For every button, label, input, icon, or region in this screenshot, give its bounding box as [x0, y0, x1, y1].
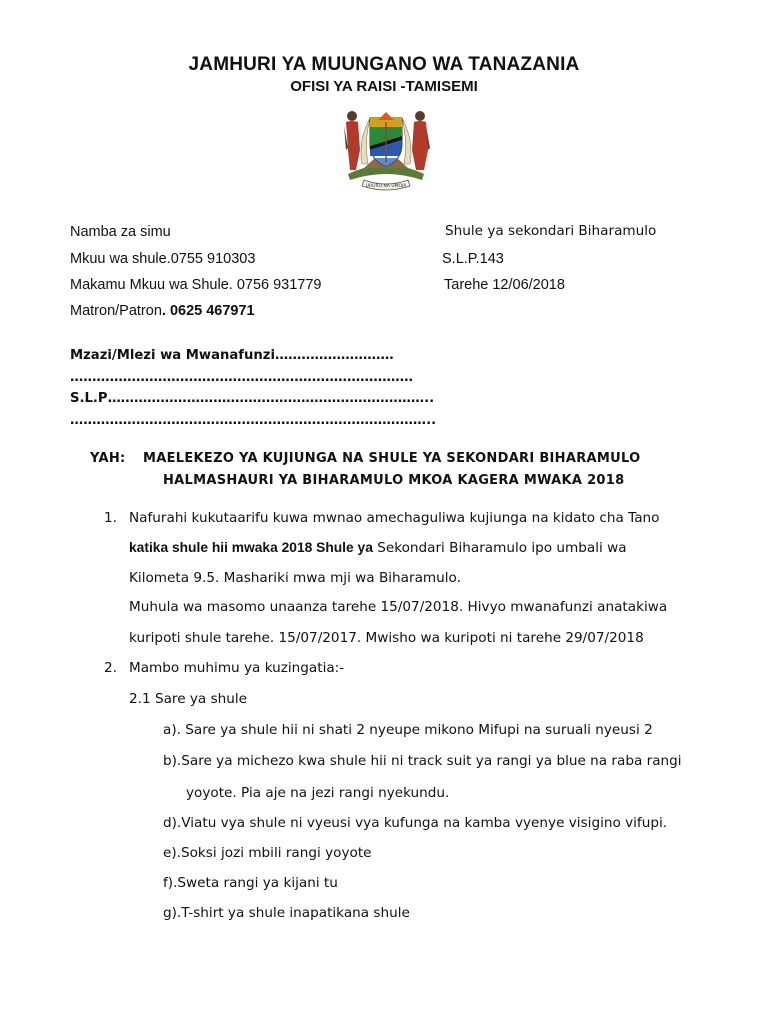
item-1-line-2-rest: Sekondari Biharamulo ipo umbali wa — [372, 540, 627, 556]
matron-label: Matron/Patron — [70, 303, 162, 319]
recipient-line-2: …………………………………………………………………… — [70, 370, 413, 385]
contacts-label: Namba za simu — [70, 224, 171, 240]
item-1-line-1: Nafurahi kukutaarifu kuwa mwnao amechaguliwa kujiunga na kidato cha Tano — [129, 510, 660, 526]
item-1-line-2 — [129, 539, 627, 557]
svg-text:UHURU NA UMOJA: UHURU NA UMOJA — [365, 184, 407, 189]
item-2-text: Mambo muhimu ya kuzingatia:- — [129, 660, 345, 676]
letter-date: Tarehe 12/06/2018 — [444, 277, 565, 293]
item-1-line-3: Kilometa 9.5. Mashariki mwa mji wa Biharamulo. — [129, 570, 461, 586]
document-subtitle: OFISI YA RAISI -TAMISEMI — [290, 78, 478, 95]
uniform-item-a: a). Sare ya shule hii ni shati 2 nyeupe mikono Mifupi na suruali nyeusi 2 — [163, 722, 653, 738]
subject-line-2: HALMASHAURI YA BIHARAMULO MKOA KAGERA MWAKA 2018 — [163, 473, 625, 488]
recipient-line-4: ……………………………………………………………………….. — [70, 413, 437, 428]
item-1-line-2-bold: katika shule hii mwaka 2018 Shule ya — [129, 540, 373, 555]
school-name: Shule ya sekondari Biharamulo — [445, 223, 657, 239]
uniform-item-b-line-2: yoyote. Pia aje na jezi rangi nyekundu. — [186, 785, 450, 801]
uniform-item-g: g).T-shirt ya shule inapatikana shule — [163, 905, 410, 921]
coat-of-arms-icon — [334, 104, 438, 192]
matron-phone — [70, 303, 255, 319]
item-2-number: 2. — [104, 660, 117, 676]
subject-label: YAH: — [90, 451, 126, 466]
school-box: S.L.P.143 — [442, 251, 504, 267]
recipient-line-3: S.L.P……………………………………………………………….. — [70, 391, 435, 406]
recipient-line-1: Mzazi/Mlezi wa Mwanafunzi……………………… — [70, 348, 394, 363]
uniform-item-e: e).Soksi jozi mbili rangi yoyote — [163, 845, 372, 861]
uniform-item-b-line-1: b).Sare ya michezo kwa shule hii ni track suit ya rangi ya blue na raba rangi — [163, 753, 682, 769]
head-teacher-phone: Mkuu wa shule.0755 910303 — [70, 251, 256, 267]
uniform-item-d: d).Viatu vya shule ni vyeusi vya kufunga na kamba vyenye visigino vifupi. — [163, 815, 668, 831]
item-1-line-5: kuripoti shule tarehe. 15/07/2017. Mwisho wa kuripoti ni tarehe 29/07/2018 — [129, 630, 644, 646]
document-title: JAMHURI YA MUUNGANO WA TANAZANIA — [188, 54, 580, 75]
item-1-line-4: Muhula wa masomo unaanza tarehe 15/07/2018. Hivyo mwanafunzi anatakiwa — [129, 599, 668, 615]
section-2-1-heading: 2.1 Sare ya shule — [129, 691, 248, 707]
item-1-number: 1. — [104, 510, 117, 526]
subject-line-1: MAELEKEZO YA KUJIUNGA NA SHULE YA SEKONDARI BIHARAMULO — [143, 451, 641, 466]
matron-number: . 0625 467971 — [161, 303, 255, 319]
uniform-item-f: f).Sweta rangi ya kijani tu — [163, 875, 338, 891]
deputy-phone: Makamu Mkuu wa Shule. 0756 931779 — [70, 277, 322, 293]
